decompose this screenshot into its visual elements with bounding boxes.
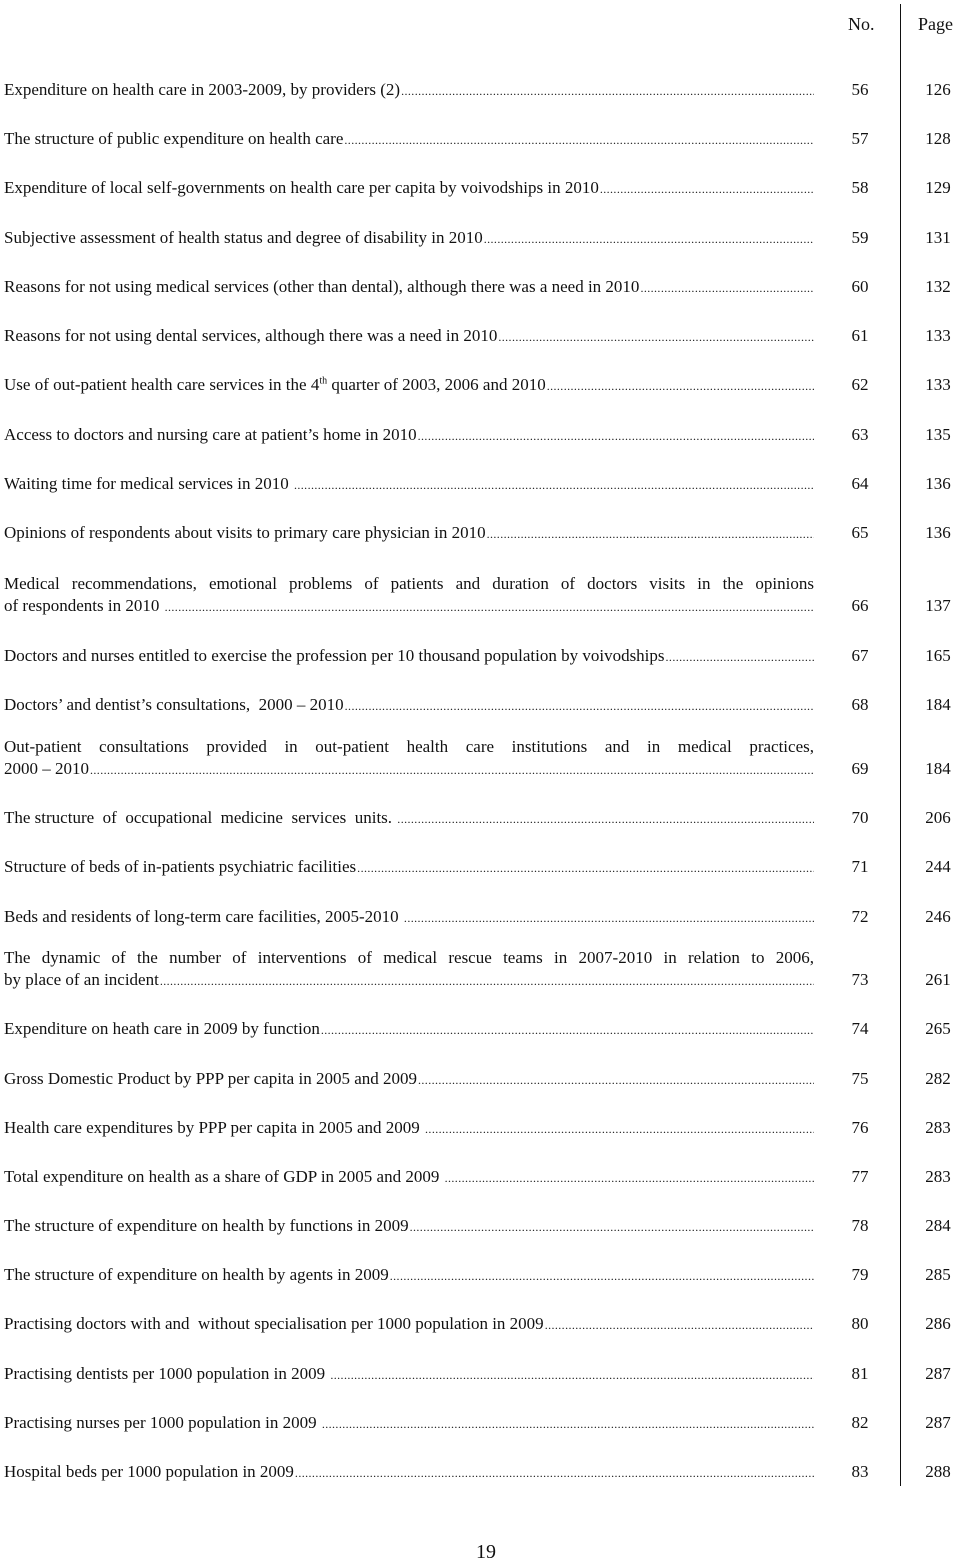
toc-entry-title-text: Expenditure of local self-governments on health care per capita by voivodships in 2010: [4, 178, 599, 197]
dot-leader: [410, 1216, 814, 1238]
toc-entry[interactable]: [4, 573, 960, 618]
toc-entry-page: 206: [925, 808, 951, 827]
page-number: 19: [476, 1541, 496, 1563]
toc-entry-title: [4, 1412, 814, 1435]
toc-entry-title: [4, 807, 814, 830]
dot-leader: [90, 759, 814, 781]
toc-entry-number: 75: [851, 1069, 869, 1088]
toc-entry-title-text: Reasons for not using dental services, although there was a need in 2010: [4, 326, 498, 345]
toc-entry[interactable]: [4, 1215, 960, 1238]
toc-entry-number: 71: [851, 857, 869, 876]
toc-entry[interactable]: [4, 807, 960, 830]
dot-leader: [401, 80, 814, 102]
toc-entry-title: [4, 522, 814, 545]
toc-entry-title-text: Gross Domestic Product by PPP per capita in 2005 and 2009: [4, 1069, 417, 1088]
toc-entry[interactable]: [4, 1363, 960, 1386]
dot-leader: [404, 907, 814, 929]
toc-entry-page: 285: [925, 1265, 951, 1284]
toc-entry[interactable]: [4, 79, 960, 102]
toc-entry-page: 287: [925, 1364, 951, 1383]
toc-entry-number: 70: [851, 808, 869, 827]
toc-entry-page: 184: [925, 695, 951, 714]
toc-entry-title-text: Doctors’ and dentist’s consultations, 2000 – 2010: [4, 695, 344, 714]
dot-leader: [425, 1118, 814, 1140]
toc-entry-title: [4, 947, 814, 992]
toc-entry-page: 137: [925, 596, 951, 615]
toc-entry-title: [4, 1363, 814, 1386]
toc-entry-title-text: Reasons for not using medical services (other than dental), although there was a need in 2010: [4, 277, 640, 296]
toc-entry-number: 72: [851, 907, 869, 926]
toc-entry-number: 60: [851, 277, 869, 296]
toc-entry-title-text: The structure of public expenditure on health care: [4, 129, 344, 148]
toc-entry-title: [4, 325, 814, 348]
dot-leader: [390, 1265, 814, 1287]
toc-entry-title-text: Practising dentists per 1000 population in 2009: [4, 1364, 330, 1383]
toc-entry-title: [4, 79, 814, 102]
toc-entry-title: [4, 906, 814, 929]
toc-entry-number: 69: [851, 759, 869, 778]
dot-leader: [640, 277, 814, 299]
toc-entry-number: 58: [851, 178, 869, 197]
toc-entry-number: 64: [851, 474, 869, 493]
dot-leader: [344, 129, 814, 151]
toc-entry-page: 133: [925, 375, 951, 394]
toc-entry-number: 80: [851, 1314, 869, 1333]
toc-entry-title-text: by place of an incident: [4, 970, 159, 989]
toc-entry-page: 129: [925, 178, 951, 197]
dot-leader: [487, 523, 814, 545]
toc-entry-page: 133: [925, 326, 951, 345]
toc-entry-title: [4, 177, 814, 200]
dot-leader: [545, 1314, 814, 1336]
toc-entry-title-text: Expenditure on health care in 2003-2009, by providers (2): [4, 80, 401, 99]
toc-entry-number: 78: [851, 1216, 869, 1235]
toc-entry-title-text: Doctors and nurses entitled to exercise the profession per 10 thousand population by voivodships: [4, 646, 665, 665]
toc-entry-title: [4, 1264, 814, 1287]
dot-leader: [321, 1019, 814, 1041]
toc-entry[interactable]: [4, 694, 960, 717]
toc-entry[interactable]: [4, 325, 960, 348]
toc-entry-number: 57: [851, 129, 869, 148]
toc-entry-title-text: Opinions of respondents about visits to primary care physician in 2010: [4, 523, 486, 542]
dot-leader: [445, 1167, 814, 1189]
toc-entry-title-text: [4, 374, 546, 396]
toc-entry[interactable]: [4, 276, 960, 299]
toc-entry-title-text: Beds and residents of long-term care facilities, 2005-2010: [4, 907, 403, 926]
toc-entry-title: [4, 1068, 814, 1091]
dot-leader: [160, 970, 814, 992]
dot-leader: [295, 1462, 814, 1484]
dot-leader: [498, 326, 814, 348]
toc-entry-page: 136: [925, 474, 951, 493]
toc-entry-page: 184: [925, 759, 951, 778]
toc-entry[interactable]: [4, 1313, 960, 1336]
toc-entry-title-part: Use of out-patient health care services in the 4: [4, 375, 320, 394]
toc-entry-title-text: The structure of expenditure on health by functions in 2009: [4, 1216, 409, 1235]
toc-entry[interactable]: [4, 856, 960, 879]
toc-entry-page: 288: [925, 1462, 951, 1481]
toc-entry-title: [4, 694, 814, 717]
toc-entry[interactable]: [4, 177, 960, 200]
toc-entry-title: [4, 276, 814, 299]
toc-entry-number: 79: [851, 1265, 869, 1284]
toc-entry-title-text: The structure of occupational medicine services units.: [4, 808, 397, 827]
toc-entry-title: [4, 573, 814, 618]
toc-entry-title: [4, 1461, 814, 1484]
toc-entry-title: [4, 1117, 814, 1140]
toc-entry-number: 76: [851, 1118, 869, 1137]
toc-entry-page: 265: [925, 1019, 951, 1038]
toc-entry-page: 246: [925, 907, 951, 926]
toc-entry-title: [4, 856, 814, 879]
toc-entry[interactable]: [4, 374, 960, 397]
dot-leader: [397, 808, 814, 830]
toc-entry-title-line: Medical recommendations, emotional problems of patients and duration of doctors visits in the opinions: [4, 574, 814, 593]
toc-entry-page: 128: [925, 129, 951, 148]
toc-entry-page: 126: [925, 80, 951, 99]
toc-entry-number: 82: [851, 1413, 869, 1432]
dot-leader: [418, 1069, 814, 1091]
toc-entry[interactable]: [4, 1412, 960, 1435]
toc-entry-number: 62: [851, 375, 869, 394]
toc-entry-title-text: Access to doctors and nursing care at patient’s home in 2010: [4, 425, 417, 444]
toc-entry-title: [4, 128, 814, 151]
toc-entry-page: 136: [925, 523, 951, 542]
toc-entry-page: 287: [925, 1413, 951, 1432]
dot-leader: [357, 857, 814, 879]
toc-entry-title-text: Structure of beds of in-patients psychiatric facilities: [4, 857, 357, 876]
no-column-header: No.: [848, 14, 875, 34]
toc-entry[interactable]: [4, 424, 960, 447]
toc-entry[interactable]: [4, 1068, 960, 1091]
toc-entry-number: 61: [851, 326, 869, 345]
toc-entry-page: 284: [925, 1216, 951, 1235]
toc-entry-page: 282: [925, 1069, 951, 1088]
toc-entry-title-text: Practising doctors with and without specialisation per 1000 population in 2009: [4, 1314, 544, 1333]
dot-leader: [345, 695, 814, 717]
toc-entry-title-text: Practising nurses per 1000 population in 2009: [4, 1413, 321, 1432]
toc-entry-title: [4, 473, 814, 496]
dot-leader: [666, 646, 814, 668]
toc-entry-page: 135: [925, 425, 951, 444]
toc-entry-title-text: 2000 – 2010: [4, 759, 89, 778]
toc-entry-page: 131: [925, 228, 951, 247]
toc-entry-title: [4, 374, 814, 397]
toc-entry-number: 73: [851, 970, 869, 989]
toc-entry-number: 68: [851, 695, 869, 714]
toc-entry-page: 283: [925, 1167, 951, 1186]
toc-entry[interactable]: [4, 1166, 960, 1189]
toc-entry-number: 74: [851, 1019, 869, 1038]
toc-entry-title: [4, 1018, 814, 1041]
dot-leader: [484, 228, 814, 250]
toc-entry-title-line: The dynamic of the number of interventions of medical rescue teams in 2007-2010 in relation to 2006,: [4, 948, 814, 967]
toc-entry-title: [4, 424, 814, 447]
toc-entry-number: 67: [851, 646, 869, 665]
toc-entry-title-text: of respondents in 2010: [4, 596, 164, 615]
toc-entry[interactable]: [4, 1018, 960, 1041]
toc-entry-number: 56: [851, 80, 869, 99]
toc-entry-title: [4, 1215, 814, 1238]
toc-entry-number: 63: [851, 425, 869, 444]
toc-entry-page: 283: [925, 1118, 951, 1137]
toc-entry-title-text: Waiting time for medical services in 2010: [4, 474, 293, 493]
toc-entry-title-text: The structure of expenditure on health by agents in 2009: [4, 1265, 389, 1284]
toc-entry-number: 81: [851, 1364, 869, 1383]
toc-entry-number: 77: [851, 1167, 869, 1186]
toc-entry[interactable]: [4, 128, 960, 151]
toc-entry-title: [4, 1313, 814, 1336]
toc-entry[interactable]: [4, 522, 960, 545]
toc-entry[interactable]: [4, 1264, 960, 1287]
page-column-header: Page: [918, 14, 953, 34]
toc-entry-page: 244: [925, 857, 951, 876]
toc-entry-title-text: Health care expenditures by PPP per capita in 2005 and 2009: [4, 1118, 425, 1137]
toc-entry-title-text: Total expenditure on health as a share of GDP in 2005 and 2009: [4, 1167, 444, 1186]
toc-entry[interactable]: [4, 1461, 960, 1484]
toc-entry[interactable]: [4, 947, 960, 992]
toc-entry[interactable]: [4, 906, 960, 929]
toc-entry-title-part: quarter of 2003, 2006 and 2010: [327, 375, 546, 394]
toc-entry-title: [4, 227, 814, 250]
toc-entry-number: 65: [851, 523, 869, 542]
dot-leader: [322, 1413, 814, 1435]
dot-leader: [165, 596, 814, 618]
toc-entry-page: 132: [925, 277, 951, 296]
toc-entry-page: 286: [925, 1314, 951, 1333]
dot-leader: [600, 178, 814, 200]
toc-entry[interactable]: [4, 736, 960, 781]
toc-entry-title-text: Hospital beds per 1000 population in 2009: [4, 1462, 294, 1481]
toc-entry-title: [4, 645, 814, 668]
toc-entry[interactable]: [4, 1117, 960, 1140]
toc-entry[interactable]: [4, 473, 960, 496]
toc-entry-number: 59: [851, 228, 869, 247]
toc-entry-title: [4, 1166, 814, 1189]
dot-leader: [330, 1364, 814, 1386]
toc-entry-number: 83: [851, 1462, 869, 1481]
toc-entry-number: 66: [851, 596, 869, 615]
dot-leader: [294, 474, 814, 496]
ordinal-suffix: th: [319, 375, 328, 387]
toc-entry[interactable]: [4, 645, 960, 668]
dot-leader: [418, 425, 814, 447]
toc-entry-page: 165: [925, 646, 951, 665]
dot-leader: [547, 375, 814, 397]
toc-entry-title-text: Expenditure on heath care in 2009 by function: [4, 1019, 320, 1038]
toc-entry[interactable]: [4, 227, 960, 250]
toc-entry-title: [4, 736, 814, 781]
toc-entry-page: 261: [925, 970, 951, 989]
toc-entry-title-line: Out-patient consultations provided in out-patient health care institutions and in medical practices,: [4, 737, 814, 756]
toc-entry-title-text: Subjective assessment of health status and degree of disability in 2010: [4, 228, 483, 247]
